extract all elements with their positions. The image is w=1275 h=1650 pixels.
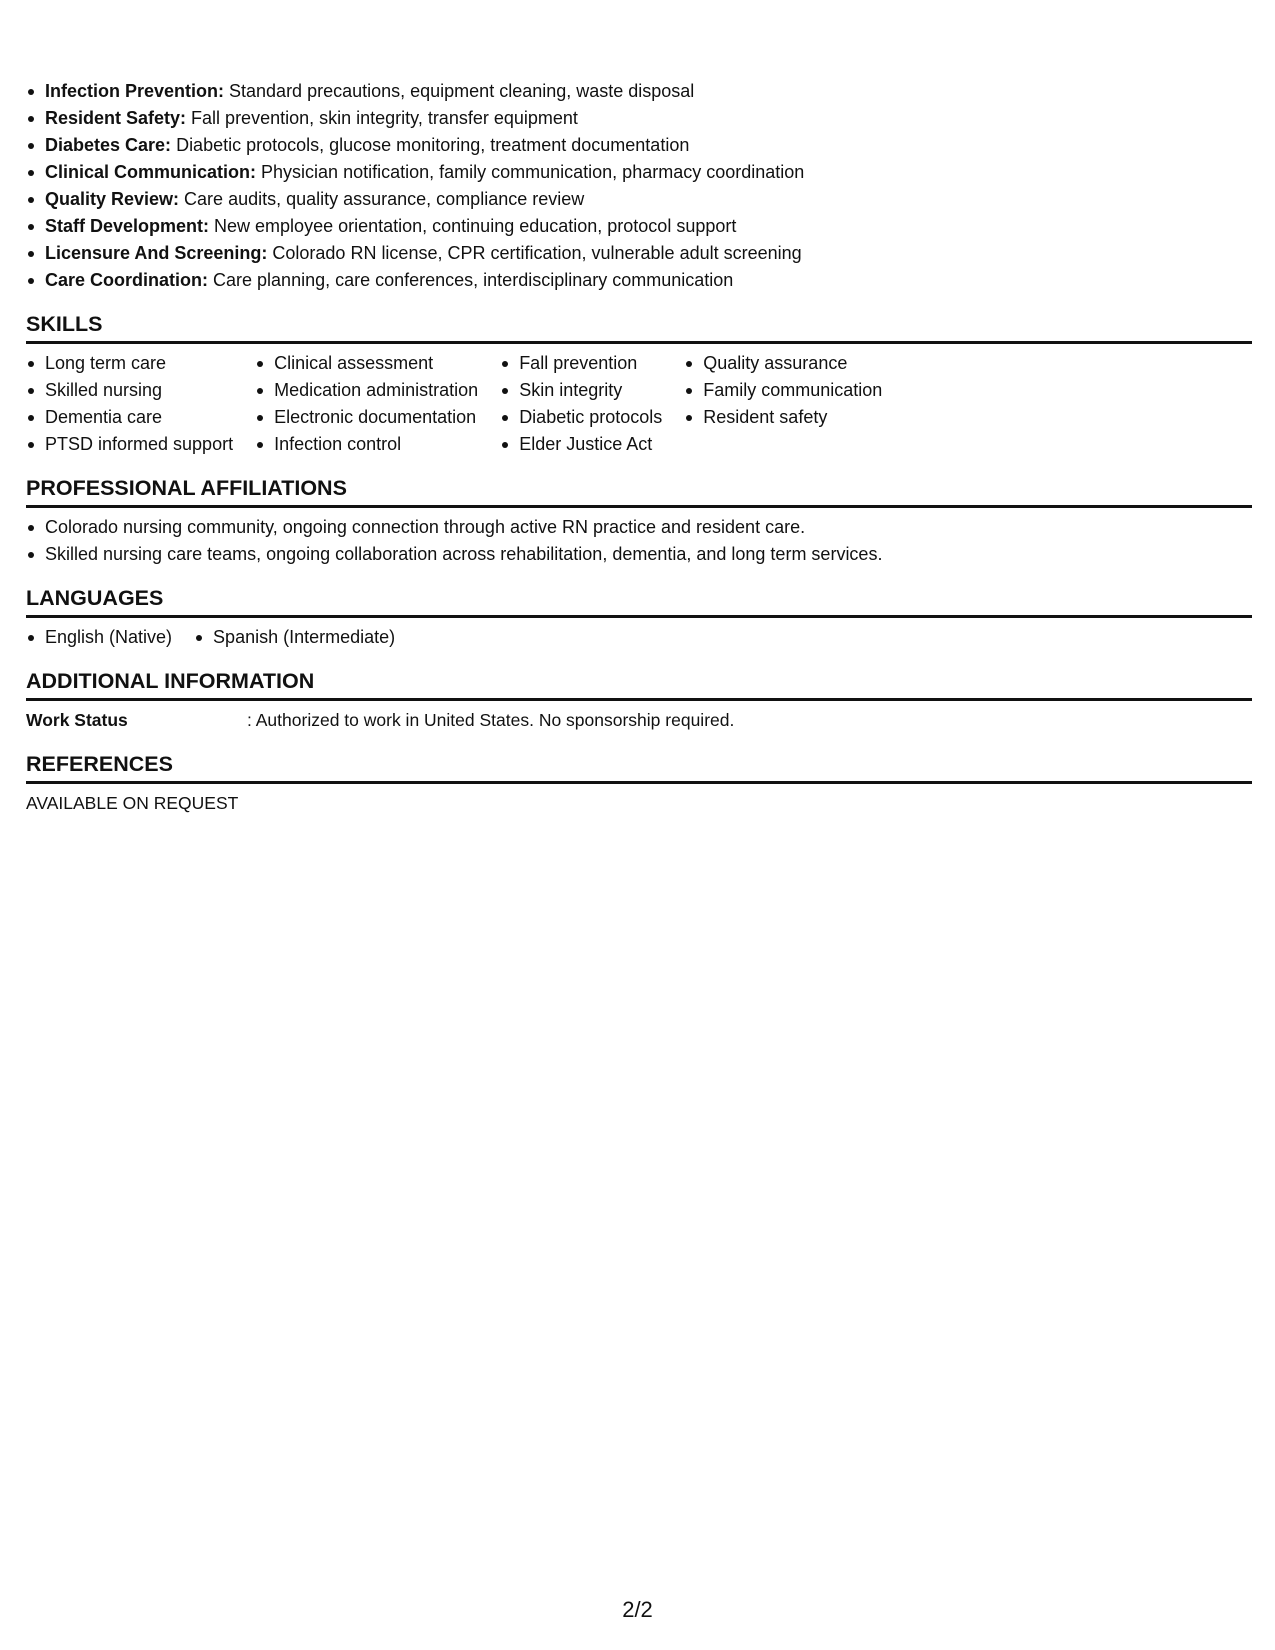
competency-label: Care Coordination: — [45, 270, 209, 290]
competency-label: Resident Safety: — [45, 108, 187, 128]
languages-heading: LANGUAGES — [26, 584, 1252, 618]
skill-item: Fall prevention — [500, 350, 662, 377]
competency-text: Diabetic protocols, glucose monitoring, treatment documentation — [171, 135, 690, 155]
skill-item: PTSD informed support — [26, 431, 233, 458]
list-item — [26, 240, 1252, 267]
competencies-list — [26, 78, 1252, 294]
competency-text: Standard precautions, equipment cleaning, waste disposal — [224, 81, 695, 101]
skills-grid — [26, 344, 1252, 458]
skill-item: Resident safety — [684, 404, 882, 431]
skill-item: Skin integrity — [500, 377, 662, 404]
additional-info-section — [26, 667, 1252, 734]
affiliations-heading: PROFESSIONAL AFFILIATIONS — [26, 474, 1252, 508]
skill-item: Skilled nursing — [26, 377, 233, 404]
languages-section — [26, 584, 1252, 651]
list-item — [26, 132, 1252, 159]
skills-column — [255, 350, 478, 458]
competency-text: Care audits, quality assurance, compliance review — [179, 189, 585, 209]
list-item — [26, 105, 1252, 132]
competency-text: New employee orientation, continuing education, protocol support — [209, 216, 737, 236]
list-item — [26, 78, 1252, 105]
languages-list — [26, 618, 1252, 651]
competency-label: Licensure And Screening: — [45, 243, 268, 263]
list-item — [26, 159, 1252, 186]
competency-text: Physician notification, family communication, pharmacy coordination — [256, 162, 805, 182]
competency-label: Clinical Communication: — [45, 162, 257, 182]
skills-column — [500, 350, 662, 458]
competency-label: Quality Review: — [45, 189, 180, 209]
competency-text: Fall prevention, skin integrity, transfer equipment — [186, 108, 578, 128]
skills-heading: SKILLS — [26, 310, 1252, 344]
page-number: 2/2 — [622, 1597, 653, 1622]
skill-item: Elder Justice Act — [500, 431, 662, 458]
skill-item: Electronic documentation — [255, 404, 478, 431]
references-heading: REFERENCES — [26, 750, 1252, 784]
skill-item: Dementia care — [26, 404, 233, 431]
list-item — [26, 186, 1252, 213]
additional-info-heading: ADDITIONAL INFORMATION — [26, 667, 1252, 701]
skill-item: Diabetic protocols — [500, 404, 662, 431]
skills-column — [26, 350, 233, 458]
competency-text: Care planning, care conferences, interdisciplinary communication — [208, 270, 734, 290]
list-item — [26, 267, 1252, 294]
skills-column — [684, 350, 882, 458]
skill-item: Infection control — [255, 431, 478, 458]
competency-label: Diabetes Care: — [45, 135, 172, 155]
competency-text: Colorado RN license, CPR certification, vulnerable adult screening — [267, 243, 802, 263]
skills-section — [26, 310, 1252, 458]
list-item — [26, 213, 1252, 240]
language-item: Spanish (Intermediate) — [194, 624, 395, 651]
competency-label: Staff Development: — [45, 216, 210, 236]
affiliations-section — [26, 474, 1252, 568]
work-status-label: Work Status — [26, 710, 128, 730]
skill-item: Long term care — [26, 350, 233, 377]
references-section — [26, 750, 1252, 817]
references-text: AVAILABLE ON REQUEST — [26, 793, 239, 813]
list-item: Skilled nursing care teams, ongoing collaboration across rehabilitation, dementia, and long term services. — [26, 541, 1252, 568]
skill-item: Clinical assessment — [255, 350, 478, 377]
competency-label: Infection Prevention: — [45, 81, 225, 101]
skill-item: Family communication — [684, 377, 882, 404]
affiliations-list — [26, 508, 1252, 568]
skill-item: Quality assurance — [684, 350, 882, 377]
language-item: English (Native) — [26, 624, 172, 651]
work-status-value: : Authorized to work in United States. No sponsorship required. — [247, 710, 735, 730]
resume-page — [26, 78, 1252, 817]
skill-item: Medication administration — [255, 377, 478, 404]
work-status-row — [26, 701, 1252, 734]
list-item: Colorado nursing community, ongoing connection through active RN practice and resident care. — [26, 514, 1252, 541]
